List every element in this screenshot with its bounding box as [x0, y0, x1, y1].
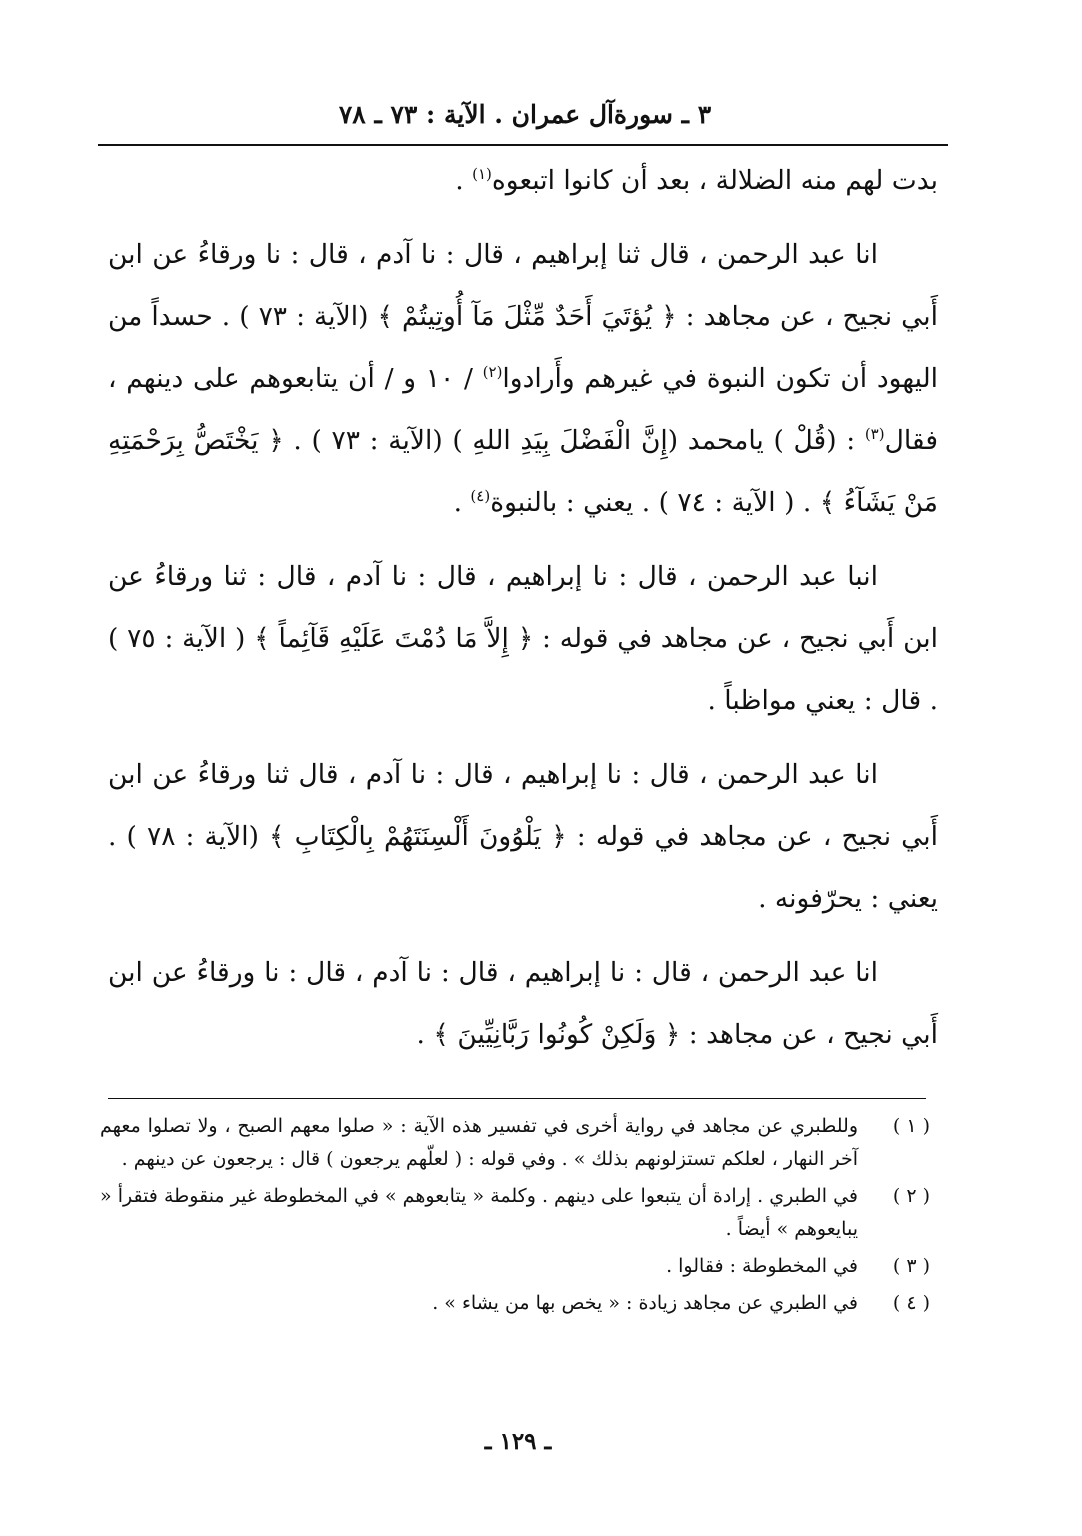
- paragraph-continuation: [108, 150, 938, 212]
- paragraph-end: .: [453, 487, 471, 518]
- footnote-ref-4: (٤): [470, 487, 491, 506]
- paragraph-text: / ١٠ و / أن يتابعوهم على دينهم ، فقال: [108, 363, 938, 456]
- footnotes: [100, 1110, 936, 1324]
- paragraph-1: [108, 224, 938, 534]
- footnote-text: وللطبري عن مجاهد في رواية أخرى في تفسير هذه الآية : « صلوا معهم الصبح ، ولا تصلوا معهم آخر النهار ، لعلكم تستزلونهم بذلك » . وفي قوله : ( لعلّهم يرجعون ) قال : يرجعون عن دينهم .: [100, 1115, 858, 1170]
- paragraph-text: بدت لهم منه الضلالة ، بعد أن كانوا اتبعوه: [491, 165, 938, 196]
- footnote-number: ( ٢ ): [892, 1185, 930, 1207]
- footnote-text: في الطبري عن مجاهد زيادة : « يخص بها من يشاء » .: [432, 1292, 858, 1314]
- footnote-number: ( ٤ ): [892, 1292, 930, 1314]
- paragraph-text: انا عبد الرحمن ، قال ثنا إبراهيم ، قال : نا آدم ، قال : نا ورقاءُ عن ابن أَبي نجيح ، عن مجاهد : ﴿ يُؤتَيَ أَحَدٌ مِّثْلَ مَآ أُوتِيتُمْ ﴾ (الآية : ٧٣ ) . حسداً من اليهود أن تكون النبوة في غيرهم وأَرادوا: [108, 239, 939, 394]
- footnote-4: [100, 1287, 936, 1320]
- footnote-1: [100, 1110, 936, 1176]
- footnote-text: في الطبري . إرادة أن يتبعوا على دينهم . وكلمة « يتابعوهم » في المخطوطة غير منقوطة فتقرأ « يبايعوهم » أيضاً .: [100, 1185, 858, 1240]
- footnote-2: [100, 1180, 936, 1246]
- footnote-3: [100, 1250, 936, 1283]
- footnote-ref-2: (٢): [482, 363, 503, 382]
- header-rule: [98, 144, 948, 146]
- page-number: ـ ١٢٩ ـ: [484, 1428, 552, 1455]
- footnote-text: في المخطوطة : فقالوا .: [666, 1255, 858, 1277]
- footnote-ref-1: (١): [472, 165, 492, 184]
- footnote-separator: [108, 1098, 926, 1099]
- paragraph-3: انا عبد الرحمن ، قال : نا إبراهيم ، قال : نا آدم ، قال ثنا ورقاءُ عن ابن أَبي نجيح ، عن مجاهد في قوله : ﴿ يَلْوُونَ أَلْسِنَتَهُمْ بِالْكِتَابِ ﴾ (الآية : ٧٨ ) . يعني : يحرّفونه .: [108, 759, 939, 914]
- paragraph-end: .: [455, 165, 473, 196]
- body-text: [108, 150, 938, 1066]
- paragraph-text: : (قُلْ ) يامحمد (إِنَّ الْفَضْلَ بِيَدِ اللهِ ) (الآية : ٧٣ ) . ﴿ يَخْتَصُّ بِرَحْمَتِهِ مَنْ يَشَآءُ ﴾ . ( الآية : ٧٤ ) . يعني : بالنبوة: [108, 425, 938, 518]
- footnote-number: ( ١ ): [892, 1115, 930, 1137]
- paragraph-2: انبا عبد الرحمن ، قال : نا إبراهيم ، قال : نا آدم ، قال : ثنا ورقاءُ عن ابن أَبي نجيح ، عن مجاهد في قوله : ﴿ إِلاَّ مَا دُمْتَ عَلَيْهِ قَآئِماً ﴾ ( الآية : ٧٥ ) . قال : يعني مواظباً .: [108, 561, 938, 716]
- footnote-number: ( ٣ ): [892, 1255, 930, 1277]
- footnote-ref-3: (٣): [864, 425, 885, 444]
- paragraph-4: انا عبد الرحمن ، قال : نا إبراهيم ، قال : نا آدم ، قال : نا ورقاءُ عن ابن أَبي نجيح ، عن مجاهد : ﴿ وَلَكِنْ كُونُوا رَبَّانِيِّينَ ﴾ .: [108, 957, 938, 1050]
- running-header: ٣ ـ سورةآل عمران . الآية : ٧٣ ـ ٧٨: [338, 100, 712, 129]
